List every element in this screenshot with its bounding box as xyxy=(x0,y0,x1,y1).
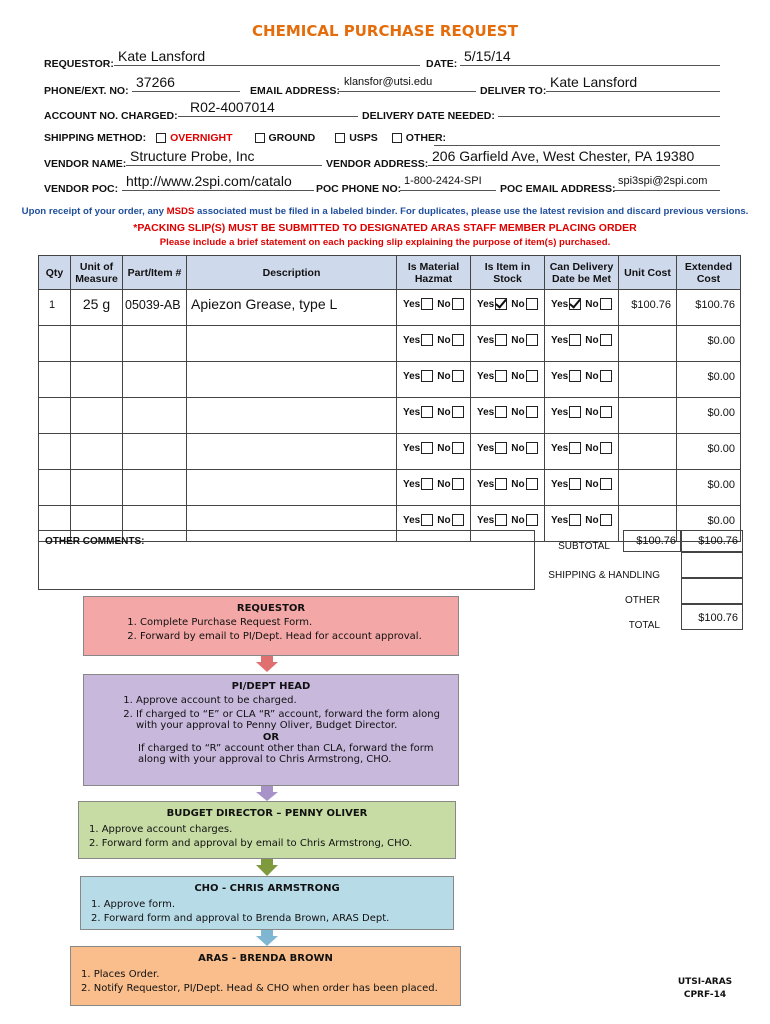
total-value: $100.76 xyxy=(681,604,743,630)
hazmat-yes-no xyxy=(397,434,470,454)
yes-label: Yes xyxy=(403,478,421,490)
part-cell[interactable] xyxy=(123,434,186,442)
shipping-handling-label: SHIPPING & HANDLING xyxy=(548,570,660,581)
ground-label: GROUND xyxy=(268,132,316,144)
workflow-or: OR xyxy=(262,732,280,743)
overnight-checkbox[interactable] xyxy=(156,133,166,143)
other-cost-value[interactable] xyxy=(681,578,743,604)
yes-label: Yes xyxy=(551,478,569,490)
description-cell[interactable] xyxy=(187,326,396,332)
part-cell[interactable] xyxy=(123,326,186,334)
delivery-met-yes-checkbox[interactable] xyxy=(569,370,581,382)
other-cost-label: OTHER xyxy=(625,595,660,606)
hazmat-no-checkbox[interactable] xyxy=(452,370,464,382)
workflow-step-item: 2. Forward by email to PI/Dept. Head for account approval. xyxy=(140,631,458,642)
delivery-met-yes-checkbox[interactable] xyxy=(569,334,581,346)
workflow-step-title: ARAS - BRENDA BROWN xyxy=(198,953,333,964)
table-row xyxy=(39,362,741,398)
extended-cost-cell[interactable]: $0.00 xyxy=(707,407,735,419)
msds-notice: Upon receipt of your order, any MSDS associated must be filed in a labeled binder. For duplicates, please use the latest revision and discard previous versions. xyxy=(21,206,749,217)
stock-no-checkbox[interactable] xyxy=(526,298,538,310)
vendor-poc-field[interactable]: http://www.2spi.com/catalo xyxy=(122,173,314,191)
hazmat-yes-checkbox[interactable] xyxy=(421,370,433,382)
unit-cell[interactable] xyxy=(71,470,122,476)
shipping-handling-value[interactable] xyxy=(681,552,743,578)
hazmat-yes-checkbox[interactable] xyxy=(421,478,433,490)
table-row xyxy=(39,326,741,362)
workflow-step-title: REQUESTOR xyxy=(236,603,306,614)
yes-label: Yes xyxy=(403,514,421,526)
items-table xyxy=(38,255,741,542)
column-header: Qty xyxy=(39,256,71,290)
other-comments-box[interactable] xyxy=(38,530,535,590)
hazmat-no-checkbox[interactable] xyxy=(452,298,464,310)
no-label: No xyxy=(511,442,525,454)
unit-cost-cell[interactable] xyxy=(619,470,676,479)
yes-label: Yes xyxy=(477,514,495,526)
delivery-met-yes-checkbox[interactable] xyxy=(569,442,581,454)
packing-slip-notice: *PACKING SLIP(S) MUST BE SUBMITTED TO DESIGNATED ARAS STAFF MEMBER PLACING ORDER xyxy=(133,222,637,234)
column-header: Is Item in Stock xyxy=(471,256,545,290)
hazmat-no-checkbox[interactable] xyxy=(452,442,464,454)
hazmat-yes-no xyxy=(397,290,470,310)
unit-cost-cell[interactable] xyxy=(619,434,676,443)
part-cell[interactable]: 05039-AB xyxy=(125,298,181,312)
phone-label: PHONE/EXT. NO: xyxy=(44,85,129,97)
no-label: No xyxy=(511,514,525,526)
delivery-met-no-checkbox[interactable] xyxy=(600,370,612,382)
yes-label: Yes xyxy=(551,370,569,382)
unit-cell[interactable] xyxy=(71,326,122,332)
column-header: Can Delivery Date be Met xyxy=(545,256,619,290)
no-label: No xyxy=(511,334,525,346)
poc-phone-label: POC PHONE NO: xyxy=(316,183,402,195)
unit-cost-cell[interactable] xyxy=(619,398,676,407)
subtotal-ext-value: $100.76 xyxy=(681,530,743,552)
vendor-address-field[interactable]: 206 Garfield Ave, West Chester, PA 19380 xyxy=(428,148,720,166)
stock-yes-checkbox[interactable] xyxy=(495,514,507,526)
workflow-step-aras xyxy=(70,946,461,1006)
part-cell[interactable] xyxy=(123,362,186,370)
part-cell[interactable] xyxy=(123,398,186,406)
column-header: Description xyxy=(187,256,397,290)
form-id xyxy=(670,976,740,1002)
hazmat-yes-checkbox[interactable] xyxy=(421,334,433,346)
other-shipping-checkbox[interactable] xyxy=(392,133,402,143)
hazmat-yes-checkbox[interactable] xyxy=(421,514,433,526)
flow-arrow-icon xyxy=(256,792,278,801)
vendor-poc-label: VENDOR POC: xyxy=(44,183,119,195)
requestor-field[interactable]: Kate Lansford xyxy=(114,48,420,66)
no-label: No xyxy=(511,298,525,310)
workflow-step-title: CHO - CHRIS ARMSTRONG xyxy=(194,883,340,894)
unit-cell[interactable] xyxy=(71,434,122,440)
no-label: No xyxy=(585,370,599,382)
yes-label: Yes xyxy=(551,406,569,418)
column-header: Extended Cost xyxy=(677,256,741,290)
description-cell[interactable] xyxy=(187,434,396,440)
workflow-step-item: 1. Approve account to be charged. xyxy=(136,695,448,706)
table-row xyxy=(39,470,741,506)
extended-cost-cell[interactable]: $0.00 xyxy=(707,335,735,347)
no-label: No xyxy=(585,514,599,526)
stock-yes-checkbox[interactable] xyxy=(495,370,507,382)
stock-no-checkbox[interactable] xyxy=(526,478,538,490)
account-field[interactable]: R02-4007014 xyxy=(178,99,358,117)
extended-cost-cell[interactable]: $0.00 xyxy=(707,371,735,383)
stock-yes-checkbox[interactable] xyxy=(495,334,507,346)
no-label: No xyxy=(437,406,451,418)
delivery-met-no-checkbox[interactable] xyxy=(600,334,612,346)
stock-yes-no xyxy=(471,506,544,526)
yes-label: Yes xyxy=(477,478,495,490)
delivery-date-label: DELIVERY DATE NEEDED: xyxy=(362,110,495,122)
phone-field[interactable]: 37266 xyxy=(132,74,240,92)
stock-no-checkbox[interactable] xyxy=(526,370,538,382)
delivery-met-yes-no xyxy=(545,362,618,382)
hazmat-yes-checkbox[interactable] xyxy=(421,298,433,310)
qty-cell[interactable]: 1 xyxy=(49,299,56,311)
qty-cell[interactable] xyxy=(39,434,70,443)
extended-cost-cell[interactable]: $100.76 xyxy=(695,299,735,311)
yes-label: Yes xyxy=(551,334,569,346)
date-field[interactable]: 5/15/14 xyxy=(460,48,720,66)
description-cell[interactable] xyxy=(187,470,396,476)
usps-checkbox[interactable] xyxy=(335,133,345,143)
stock-no-checkbox[interactable] xyxy=(526,442,538,454)
yes-label: Yes xyxy=(551,442,569,454)
delivery-met-no-checkbox[interactable] xyxy=(600,298,612,310)
qty-cell[interactable] xyxy=(39,398,70,407)
yes-label: Yes xyxy=(403,442,421,454)
subtotal-unit-value: $100.76 xyxy=(623,530,681,552)
overnight-label: OVERNIGHT xyxy=(170,132,233,144)
delivery-met-no-checkbox[interactable] xyxy=(600,406,612,418)
form-id-line1: UTSI-ARAS xyxy=(677,977,733,987)
yes-label: Yes xyxy=(477,406,495,418)
email-field[interactable]: klansfor@utsi.edu xyxy=(338,74,476,92)
column-header: Is Material Hazmat xyxy=(397,256,471,290)
workflow-step-title: PI/DEPT HEAD xyxy=(231,681,311,692)
no-label: No xyxy=(511,478,525,490)
stock-yes-no xyxy=(471,362,544,382)
description-cell[interactable] xyxy=(187,506,396,512)
workflow-step-requestor xyxy=(83,596,459,656)
extended-cost-cell[interactable]: $0.00 xyxy=(707,515,735,527)
poc-phone-field[interactable]: 1-800-2424-SPI xyxy=(400,173,496,191)
column-header: Part/Item # xyxy=(123,256,187,290)
workflow-step-item: 1. Places Order. xyxy=(81,969,160,980)
table-row xyxy=(39,434,741,470)
hazmat-yes-no xyxy=(397,362,470,382)
no-label: No xyxy=(585,298,599,310)
flow-arrow-icon xyxy=(256,936,278,946)
description-cell[interactable]: Apiezon Grease, type L xyxy=(191,296,338,312)
account-label: ACCOUNT NO. CHARGED: xyxy=(44,110,178,122)
workflow-step-item: 1. Approve form. xyxy=(91,899,176,910)
unit-cost-cell[interactable] xyxy=(619,362,676,371)
deliver-to-field[interactable]: Kate Lansford xyxy=(546,74,720,92)
no-label: No xyxy=(437,442,451,454)
unit-cost-cell[interactable] xyxy=(619,506,676,515)
total-label: TOTAL xyxy=(628,620,660,631)
other-comments-label: OTHER COMMENTS: xyxy=(45,536,145,547)
workflow-step-extra: If charged to “R” account other than CLA, forward the form along with your approval to Chris Armstrong, CHO. xyxy=(138,743,434,765)
yes-label: Yes xyxy=(477,298,495,310)
delivery-met-yes-checkbox[interactable] xyxy=(569,514,581,526)
description-cell[interactable] xyxy=(187,362,396,368)
workflow-step-pi-dept-head xyxy=(83,674,459,786)
hazmat-yes-checkbox[interactable] xyxy=(421,406,433,418)
workflow-step-cho xyxy=(80,876,454,930)
form-title: CHEMICAL PURCHASE REQUEST xyxy=(252,22,518,40)
no-label: No xyxy=(511,370,525,382)
hazmat-no-checkbox[interactable] xyxy=(452,478,464,490)
no-label: No xyxy=(437,298,451,310)
stock-yes-no xyxy=(471,470,544,490)
yes-label: Yes xyxy=(403,370,421,382)
workflow-step-item: 2. Notify Requestor, PI/Dept. Head & CHO when order has been placed. xyxy=(81,983,438,994)
yes-label: Yes xyxy=(477,334,495,346)
yes-label: Yes xyxy=(551,298,569,310)
delivery-met-yes-no xyxy=(545,290,618,310)
packing-slip-instruction: Please include a brief statement on each packing slip explaining the purpose of item(s) purchased. xyxy=(159,237,611,248)
poc-email-field[interactable]: spi3spi@2spi.com xyxy=(614,173,720,191)
hazmat-yes-no xyxy=(397,326,470,346)
workflow-step-item: 1. Approve account charges. xyxy=(89,824,233,835)
no-label: No xyxy=(585,334,599,346)
column-header: Unit of Measure xyxy=(71,256,123,290)
deliver-to-label: DELIVER TO: xyxy=(480,85,547,97)
yes-label: Yes xyxy=(403,406,421,418)
stock-yes-no xyxy=(471,434,544,454)
unit-cost-cell[interactable] xyxy=(619,326,676,335)
other-shipping-field[interactable] xyxy=(434,127,720,146)
no-label: No xyxy=(585,406,599,418)
stock-no-checkbox[interactable] xyxy=(526,406,538,418)
no-label: No xyxy=(437,370,451,382)
table-row xyxy=(39,398,741,434)
yes-label: Yes xyxy=(551,514,569,526)
flow-arrow-icon xyxy=(256,865,278,876)
no-label: No xyxy=(437,334,451,346)
yes-label: Yes xyxy=(403,334,421,346)
stock-yes-no xyxy=(471,326,544,346)
stock-yes-checkbox[interactable] xyxy=(495,442,507,454)
no-label: No xyxy=(437,478,451,490)
vendor-name-field[interactable]: Structure Probe, Inc xyxy=(126,148,322,166)
part-cell[interactable] xyxy=(123,470,186,478)
unit-cell[interactable] xyxy=(71,362,122,368)
stock-yes-no xyxy=(471,290,544,310)
no-label: No xyxy=(437,514,451,526)
delivery-met-no-checkbox[interactable] xyxy=(600,478,612,490)
workflow-step-item: 1. Complete Purchase Request Form. xyxy=(140,617,458,628)
stock-no-checkbox[interactable] xyxy=(526,334,538,346)
email-label: EMAIL ADDRESS: xyxy=(250,85,340,97)
delivery-met-yes-no xyxy=(545,506,618,526)
subtotal-label: SUBTOTAL xyxy=(558,541,610,552)
qty-cell[interactable] xyxy=(39,326,70,335)
extended-cost-cell[interactable]: $0.00 xyxy=(707,479,735,491)
table-row xyxy=(39,290,741,326)
unit-cell[interactable] xyxy=(71,506,122,512)
vendor-address-label: VENDOR ADDRESS: xyxy=(326,158,429,170)
unit-cell[interactable] xyxy=(71,398,122,404)
poc-email-label: POC EMAIL ADDRESS: xyxy=(500,183,616,195)
column-header: Unit Cost xyxy=(619,256,677,290)
stock-yes-checkbox[interactable] xyxy=(495,298,507,310)
delivery-met-yes-no xyxy=(545,434,618,454)
hazmat-no-checkbox[interactable] xyxy=(452,514,464,526)
stock-yes-checkbox[interactable] xyxy=(495,406,507,418)
stock-yes-no xyxy=(471,398,544,418)
workflow-step-budget-director xyxy=(78,801,456,859)
unit-cell[interactable]: 25 g xyxy=(82,296,111,312)
shipping-method-label: SHIPPING METHOD: xyxy=(44,132,147,144)
no-label: No xyxy=(511,406,525,418)
qty-cell[interactable] xyxy=(39,362,70,371)
part-cell[interactable] xyxy=(123,506,186,514)
unit-cost-cell[interactable]: $100.76 xyxy=(631,299,671,311)
delivery-met-yes-no xyxy=(545,470,618,490)
vendor-name-label: VENDOR NAME: xyxy=(44,158,127,170)
other-shipping-label: OTHER: xyxy=(405,132,447,144)
hazmat-no-checkbox[interactable] xyxy=(452,406,464,418)
form-id-line2: CPRF-14 xyxy=(683,990,727,1000)
hazmat-yes-no xyxy=(397,470,470,490)
flow-arrow-icon xyxy=(256,662,278,672)
delivery-met-yes-no xyxy=(545,398,618,418)
workflow-step-title: BUDGET DIRECTOR – PENNY OLIVER xyxy=(166,808,368,819)
workflow-step-item: 2. Forward form and approval by email to Chris Armstrong, CHO. xyxy=(89,838,413,849)
hazmat-yes-no xyxy=(397,398,470,418)
no-label: No xyxy=(585,478,599,490)
date-label: DATE: xyxy=(426,58,458,70)
yes-label: Yes xyxy=(477,370,495,382)
workflow-step-item: 2. If charged to “E” or CLA “R” account, forward the form along with your approval to Penny Oliver, Budget Director. xyxy=(136,709,448,731)
extended-cost-cell[interactable]: $0.00 xyxy=(707,443,735,455)
delivery-met-no-checkbox[interactable] xyxy=(600,442,612,454)
delivery-date-field[interactable] xyxy=(498,99,720,117)
yes-label: Yes xyxy=(403,298,421,310)
hazmat-yes-no xyxy=(397,506,470,526)
hazmat-no-checkbox[interactable] xyxy=(452,334,464,346)
yes-label: Yes xyxy=(477,442,495,454)
delivery-met-yes-checkbox[interactable] xyxy=(569,298,581,310)
description-cell[interactable] xyxy=(187,398,396,404)
delivery-met-no-checkbox[interactable] xyxy=(600,514,612,526)
workflow-step-item: 2. Forward form and approval to Brenda Brown, ARAS Dept. xyxy=(91,913,390,924)
hazmat-yes-checkbox[interactable] xyxy=(421,442,433,454)
usps-label: USPS xyxy=(349,132,378,144)
delivery-met-yes-no xyxy=(545,326,618,346)
qty-cell[interactable] xyxy=(39,506,70,515)
stock-no-checkbox[interactable] xyxy=(526,514,538,526)
qty-cell[interactable] xyxy=(39,470,70,479)
delivery-met-yes-checkbox[interactable] xyxy=(569,406,581,418)
ground-checkbox[interactable] xyxy=(255,133,265,143)
requestor-label: REQUESTOR: xyxy=(44,58,114,70)
stock-yes-checkbox[interactable] xyxy=(495,478,507,490)
delivery-met-yes-checkbox[interactable] xyxy=(569,478,581,490)
no-label: No xyxy=(585,442,599,454)
